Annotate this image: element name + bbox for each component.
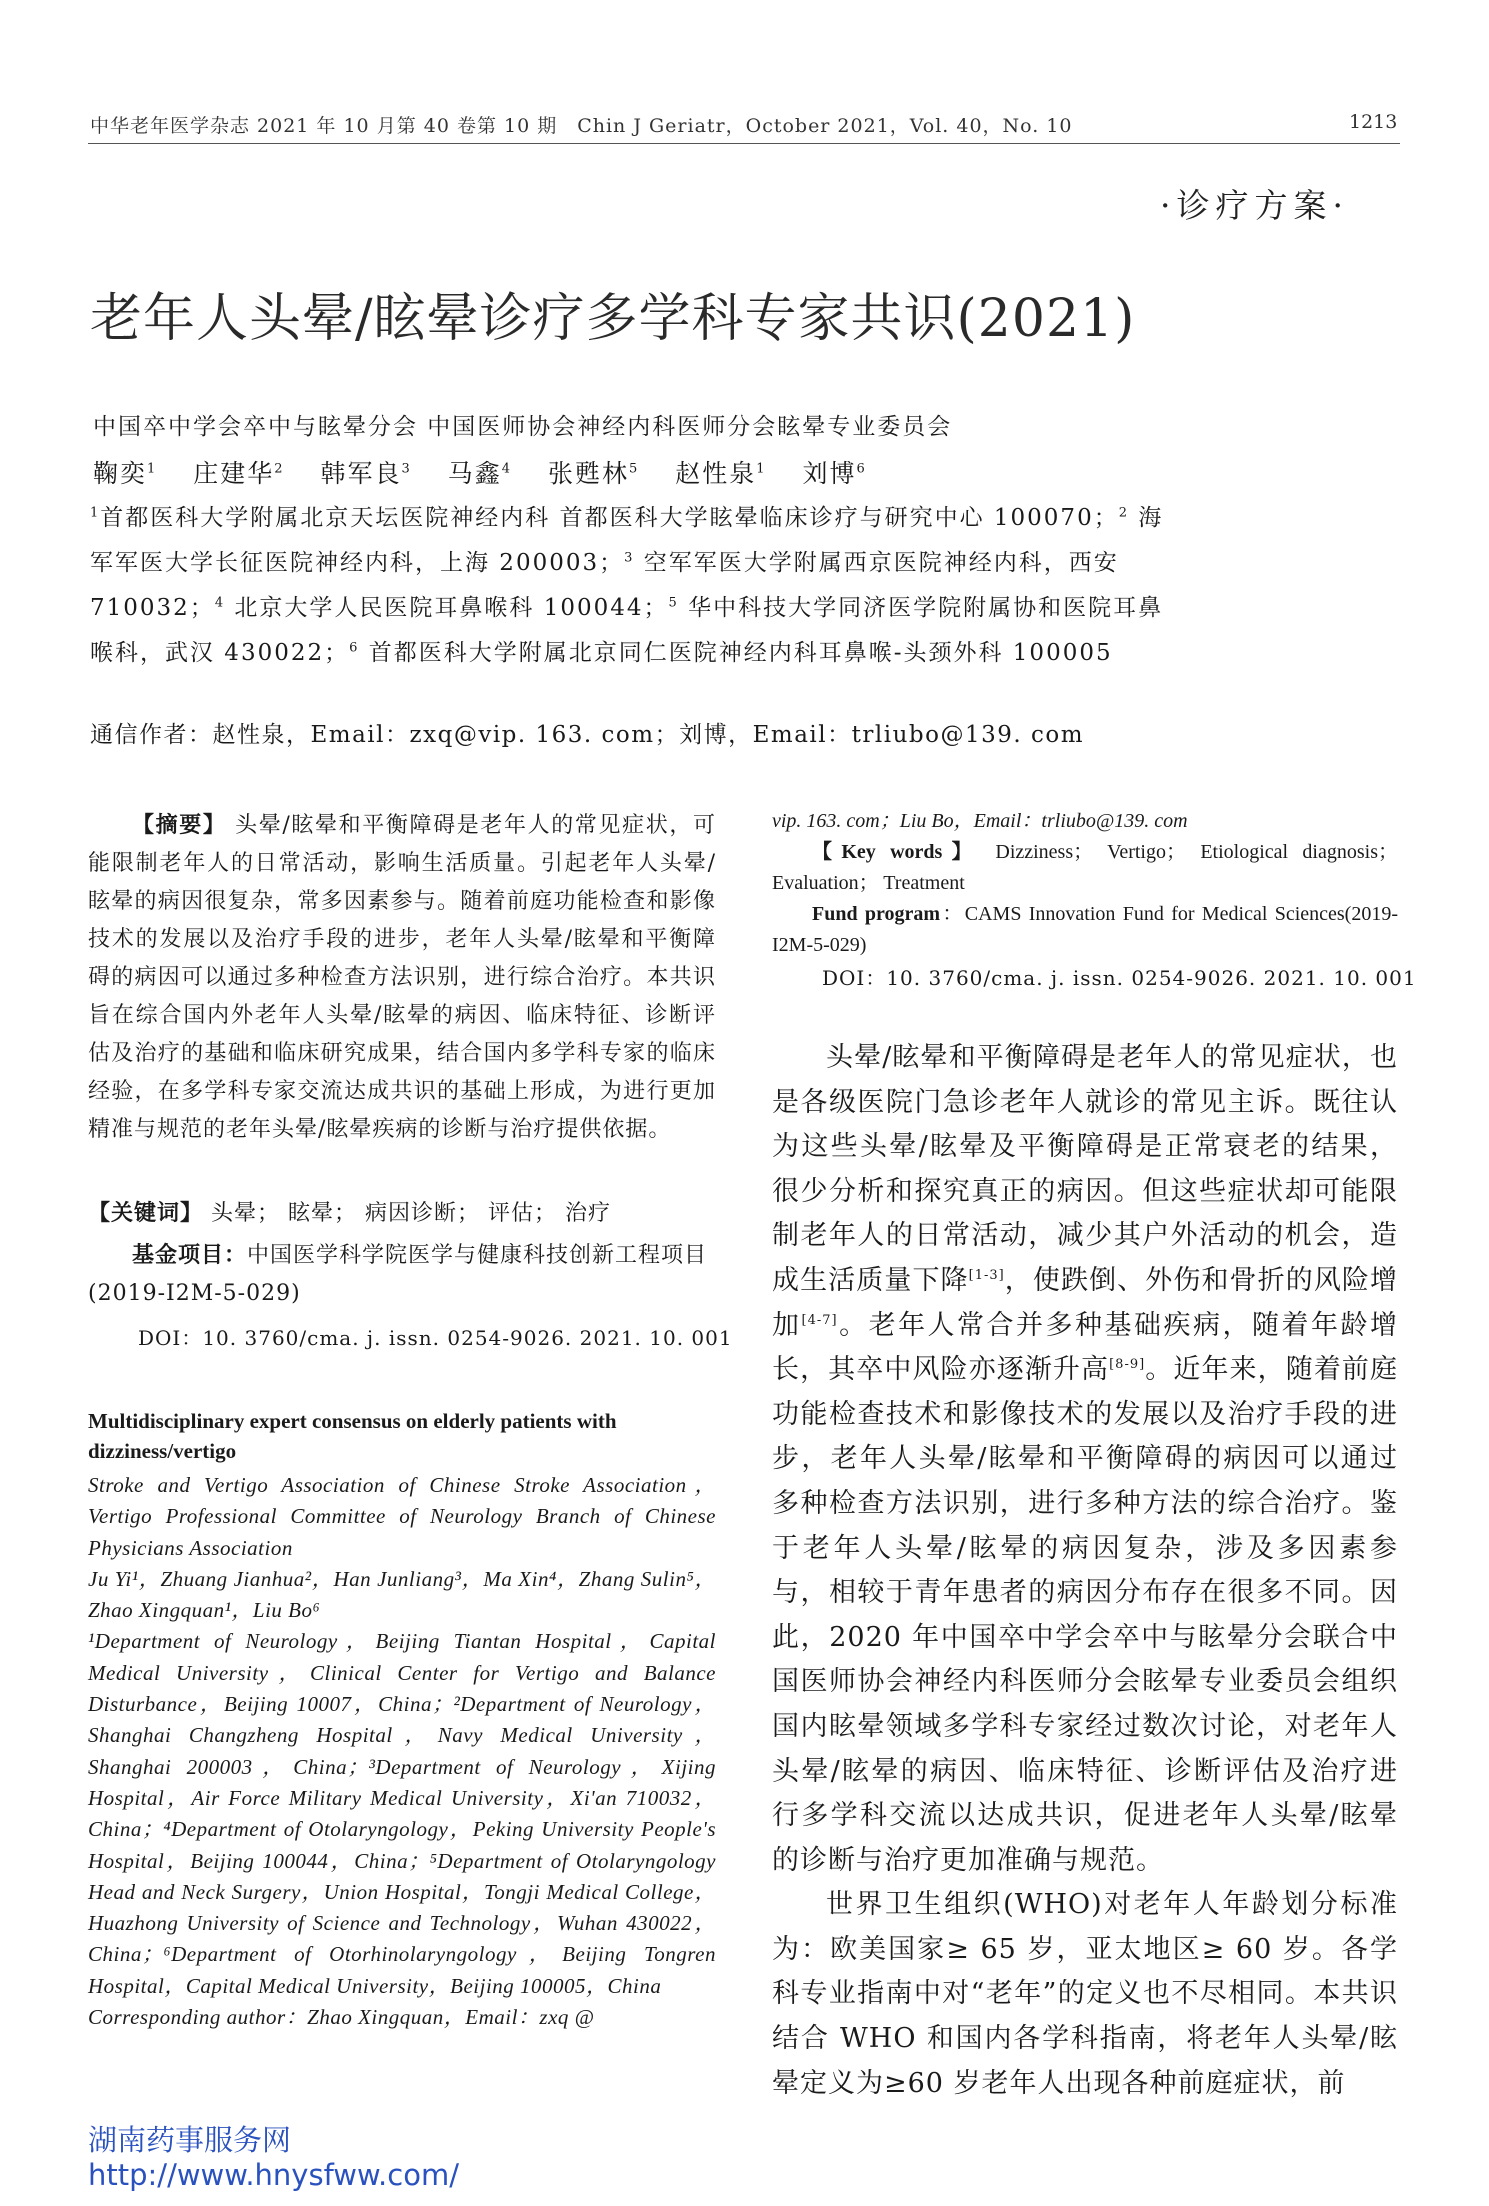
- watermark-name: 湖南药事服务网: [88, 2123, 292, 2157]
- english-title: Multidisciplinary expert consensus on elderly patients with dizziness/vertigo: [88, 1409, 617, 1463]
- citation: [4-7]: [801, 1312, 838, 1328]
- body-text: [772, 1036, 1398, 2106]
- abstract-text: 头晕/眩晕和平衡障碍是老年人的常见症状，可能限制老年人的日常活动，影响生活质量。引起老年人头晕/眩晕的病因很复杂，常多因素参与。随着前庭功能检查和影像技术的发展以及治疗手段的进步，老年人头晕/眩晕和平衡障碍的病因可以通过多种检查方法识别，进行综合治疗。本共识旨在综合国内外老年人头晕/眩晕的病因、临床特征、诊断评估及治疗的基础和临床研究成果，结合国内多学科专家的临床经验，在多学科专家交流达成共识的基础上形成，为进行更加精准与规范的老年头晕/眩晕疾病的诊断与治疗提供依据。: [88, 813, 716, 1142]
- author: 韩军良$^3$: [320, 459, 412, 488]
- author: 鞠奕$^1$: [93, 459, 158, 488]
- journal-header: 中华老年医学杂志 2021 年 10 月第 40 卷第 10 期 Chin J Geriatr，October 2021，Vol. 40，No. 10: [90, 115, 1073, 137]
- abstract-label: 【摘要】: [132, 812, 227, 838]
- author: 赵性泉$^1$: [675, 459, 767, 488]
- affiliations: $^1$首都医科大学附属北京天坛医院神经内科 首都医科大学眩晕临床诊疗与研究中心 100070；$^2$ 海军军医大学长征医院神经内科，上海 200003；$^3$ 空军军医大学附属西京医院神经内科，西安 710032；$^4$ 北京大学人民医院耳鼻喉科 100044；$^5$ 华中科技大学同济医学院附属协和医院耳鼻喉科，武汉 430022；$^6$ 首都医科大学附属北京同仁医院神经内科耳鼻喉-头颈外科 100005: [90, 505, 1164, 666]
- author-list: [93, 454, 893, 490]
- english-abstract-continued: [772, 806, 1398, 961]
- column-label: ·诊疗方案·: [1160, 186, 1349, 225]
- author: 庄建华$^2$: [193, 459, 285, 488]
- page-number: 1213: [1349, 111, 1398, 133]
- english-orgs: Stroke and Vertigo Association of Chinese Stroke Association，Vertigo Professional Committee of Neurology Branch of Chinese Physicians Association: [88, 1473, 716, 1560]
- citation: [8-9]: [1109, 1357, 1146, 1373]
- english-abstract-header: [88, 1406, 716, 2033]
- english-fund: ：CAMS Innovation Fund for Medical Sciences(2019-I2M-5-029): [772, 903, 1398, 956]
- keywords-label: 【关键词】: [88, 1200, 204, 1226]
- author: 马鑫$^4$: [447, 459, 513, 488]
- fund-chinese: [88, 1236, 716, 1313]
- citation: [1-3]: [968, 1267, 1005, 1283]
- header-divider: [88, 143, 1400, 144]
- author: 刘博$^6$: [802, 459, 867, 488]
- doi-chinese: DOI：10. 3760/cma. j. issn. 0254-9026. 2021. 10. 001: [138, 1326, 733, 1350]
- doi-english: DOI：10. 3760/cma. j. issn. 0254-9026. 2021. 10. 001: [822, 966, 1417, 990]
- english-corresponding-continued: vip. 163. com；Liu Bo，Email：trliubo@139. com: [772, 810, 1188, 832]
- english-fund-label: Fund program: [812, 903, 941, 925]
- article-title: 老年人头晕/眩晕诊疗多学科专家共识(2021): [90, 289, 1136, 349]
- english-corresponding: Corresponding author：Zhao Xingquan，Email：zxq @: [88, 2005, 595, 2030]
- author: 张甦林$^5$: [548, 459, 640, 488]
- keywords-chinese: [88, 1196, 716, 1227]
- body-paragraph: 世界卫生组织(WHO)对老年人年龄划分标准为：欧美国家≥ 65 岁，亚太地区≥ 60 岁。各学科专业指南中对“老年”的定义也不尽相同。本共识结合 WHO 和国内各学科指南，将老年人头晕/眩晕定义为≥60 岁老年人出现各种前庭症状，前: [772, 1889, 1398, 2099]
- abstract-chinese: [88, 806, 716, 1149]
- fund-label: 基金项目：: [132, 1242, 248, 1268]
- english-affiliations: ¹Department of Neurology，Beijing Tiantan Hospital，Capital Medical University，Clinical Center for Vertigo and Balance Disturbance，Beijing 10007，China；²Department of Neurology，Shanghai Changzheng Hospital，Navy Medical University，Shanghai 200003，China；³Department of Neurology，Xijing Hospital，Air Force Military Medical University，Xi'an 710032，China；⁴Department of Otolaryngology，Peking University People's Hospital，Beijing 100044，China；⁵Department of Otolaryngology Head and Neck Surgery，Union Hospital，Tongji Medical College，Huazhong University of Science and Technology，Wuhan 430022，China；⁶Department of Otorhinolaryngology，Beijing Tongren Hospital，Capital Medical University，Beijing 100005，China: [88, 1629, 716, 1998]
- english-keywords: Dizziness； Vertigo； Etiological diagnosis； Evaluation； Treatment: [772, 841, 1398, 894]
- organization-line: 中国卒中学会卒中与眩晕分会 中国医师协会神经内科医师分会眩晕专业委员会: [93, 414, 953, 440]
- watermark-url[interactable]: http://www.hnysfww.com/: [88, 2158, 459, 2192]
- english-authors: Ju Yi¹，Zhuang Jianhua²，Han Junliang³，Ma Xin⁴，Zhang Sulin⁵，Zhao Xingquan¹，Liu Bo⁶: [88, 1566, 716, 1623]
- body-paragraph: 头晕/眩晕和平衡障碍是老年人的常见症状，也是各级医院门急诊老年人就诊的常见主诉。既往认为这些头晕/眩晕及平衡障碍是正常衰老的结果，很少分析和探究真正的病因。但这些症状却可能限制老年人的日常活动，减少其户外活动的机会，造成生活质量下降[1-3]，使跌倒、外伤和骨折的风险增加[4-7]。老年人常合并多种基础疾病，随着年龄增长，其卒中风险亦逐渐升高[8-9]。近年来，随着前庭功能检查技术和影像技术的发展以及治疗手段的进步，老年人头晕/眩晕和平衡障碍的病因可以通过多种检查方法识别，进行多种方法的综合治疗。鉴于老年人头晕/眩晕的病因复杂，涉及多因素参与，相较于青年患者的病因分布存在很多不同。因此，2020 年中国卒中学会卒中与眩晕分会联合中国医师协会神经内科医师分会眩晕专业委员会组织国内眩晕领域多学科专家经过数次讨论，对老年人头晕/眩晕的病因、临床特征、诊断评估及治疗进行多学科交流以达成共识，促进老年人头晕/眩晕的诊断与治疗更加准确与规范。: [772, 1042, 1399, 1876]
- corresponding-authors: 通信作者：赵性泉，Email：zxq@vip. 163. com；刘博，Email：trliubo@139. com: [90, 722, 1085, 748]
- fund-text: 中国医学科学院医学与健康科技创新工程项目(2019-I2M-5-029): [88, 1243, 708, 1306]
- keywords-text: 头晕； 眩晕； 病因诊断； 评估； 治疗: [203, 1201, 611, 1226]
- english-keywords-label: 【Key words】: [812, 841, 982, 863]
